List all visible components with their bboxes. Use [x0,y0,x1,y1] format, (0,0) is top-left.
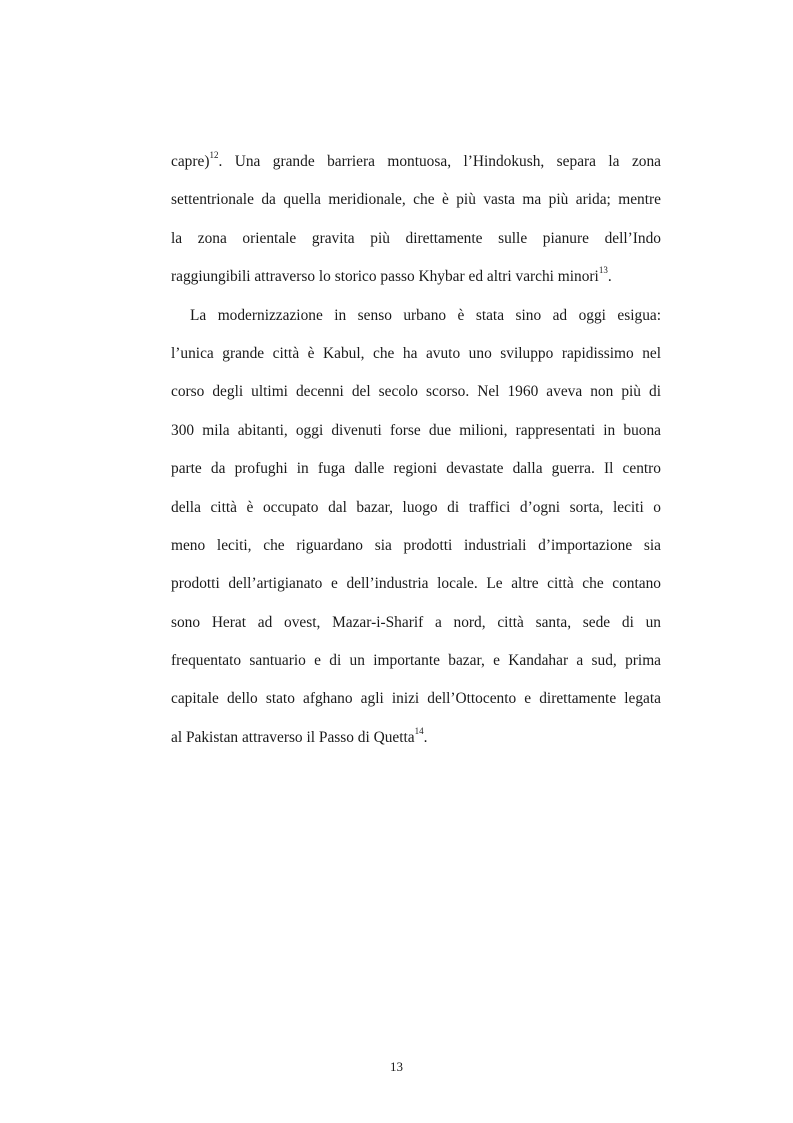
text-line: la zona orientale gravita più direttamente sulle pianure dell’Indo [171,229,661,247]
text-line: parte da profughi in fuga dalle regioni devastate dalla guerra. Il centro [171,460,661,478]
text-line: meno leciti, che riguardano sia prodotti industriali d’importazione sia [171,536,661,554]
text-line: 300 mila abitanti, oggi divenuti forse due milioni, rappresentati in buona [171,421,661,439]
text-line: La modernizzazione in senso urbano è stata sino ad oggi esigua: [190,306,661,324]
page-number: 13 [390,1059,403,1074]
text-line: prodotti dell’artigianato e dell’industria locale. Le altre città che contano [171,575,661,593]
text-line: della città è occupato dal bazar, luogo di traffici d’ogni sorta, leciti o [171,498,661,516]
text-line: frequentato santuario e di un importante bazar, e Kandahar a sud, prima [171,652,661,670]
text-line: l’unica grande città è Kabul, che ha avuto uno sviluppo rapidissimo nel [171,344,661,362]
footnote-ref[interactable]: 14 [414,725,424,736]
text-line: raggiungibili attraverso lo storico passo Khybar ed altri varchi minori$^{13}$. [171,265,612,286]
text-line: capitale dello stato afghano agli inizi dell’Ottocento e direttamente legata [171,690,661,708]
text-line: sono Herat ad ovest, Mazar-i-Sharif a nord, città santa, sede di un [171,613,661,631]
text-line: settentrionale da quella meridionale, che è più vasta ma più arida; mentre [171,191,661,209]
footnote-ref[interactable]: 12 [209,149,219,160]
text-line: capre)$^{12}$. Una grande barriera montuosa, l’Hindokush, separa la zona [171,149,661,170]
text-line: al Pakistan attraverso il Passo di Quetta$^{14}$. [171,725,428,746]
footnote-ref[interactable]: 13 [598,265,608,276]
body-text [171,143,661,757]
text-line: corso degli ultimi decenni del secolo scorso. Nel 1960 aveva non più di [171,383,661,401]
